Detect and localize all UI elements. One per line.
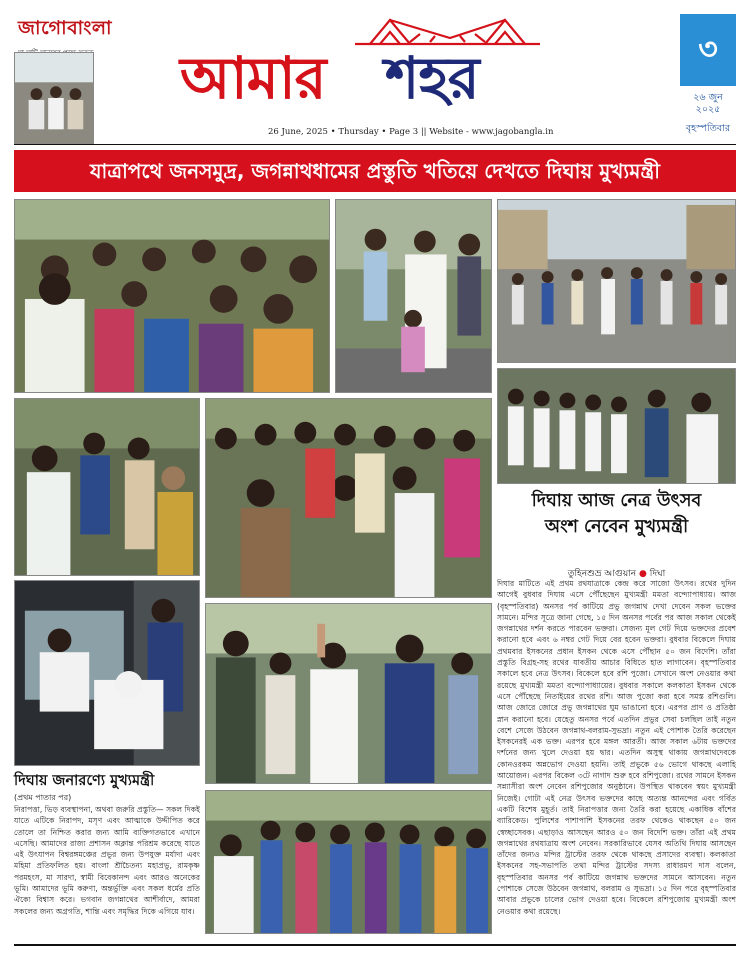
brand-name: জাগোবাংলা xyxy=(18,17,113,39)
dateline: 26 June, 2025 • Thursday • Page 3 || Website - www.jagobangla.in xyxy=(268,127,554,137)
masthead-part-1: আমার xyxy=(180,44,326,112)
badge-date-line1: ২৬ জুন xyxy=(693,92,723,103)
left-story-continued: (প্রথম পাতার পর) xyxy=(14,793,72,802)
badge-date-line2: ২০২৫ xyxy=(695,104,721,115)
cm-meeting-crowd-photo xyxy=(205,398,492,598)
page-number: ৩ xyxy=(680,14,736,86)
story-title-line2: অংশ নেবেন মুখ্যমন্ত্রী xyxy=(544,517,689,537)
masthead-title xyxy=(180,14,560,124)
byline: তুহিনশুভ্র আগুয়ান ● দিঘা xyxy=(567,569,666,579)
page-badge xyxy=(680,14,736,142)
story-title-line1: দিঘায় আজ নেত্র উৎসব xyxy=(531,491,702,511)
brand-logo xyxy=(18,14,128,50)
cm-with-child-photo xyxy=(335,199,492,393)
masthead-divider xyxy=(14,144,736,145)
cm-waving-photo xyxy=(205,603,492,784)
thumbnail-photo xyxy=(14,52,94,144)
masthead-part-2: শহর xyxy=(385,44,479,112)
cm-in-car-photo xyxy=(14,580,200,766)
cm-with-schoolgirls-photo xyxy=(497,368,736,484)
cm-with-women-photo xyxy=(14,398,200,576)
cm-women-group-photo xyxy=(205,790,492,934)
byline-place: দিঘা xyxy=(649,569,666,579)
main-headline: যাত্রাপথে জনসমুদ্র, জগন্নাথধামের প্রস্তুতি খতিয়ে দেখতে দিঘায় মুখ্যমন্ত্রী xyxy=(14,150,736,192)
cm-greeting-crowd-photo xyxy=(14,199,330,393)
bottom-rule xyxy=(14,944,736,946)
cm-walking-street-photo xyxy=(497,199,736,363)
story-title-box xyxy=(497,488,736,566)
story-body: দিঘার মাটিতে এই প্রথম রথযাত্রাকে কেন্দ্র করে সাজো উৎসব। রথের দুদিন আগেই বুধবার দিঘায় এসে পৌঁছেছেন মুখ্যমন্ত্রী মমতা বন্দ্যোপাধ্যায়। আজ (বৃহস্পতিবার) অনসর পর্ব কাটিয়ে প্রভু জগন্নাথ দেখা দেবেন সকল ভক্তের সামনে। মন্দির সূত্রে জানা গেছে, ১৫ দিন অনসর পর্বের পর আজ সকাল থেকেই জগন্নাথের দর্শন করতে পারবেন ভক্তরা। সেজন্য মূল গেট দিয়ে ভক্তদের প্রবেশ করানো হবে এবং ৬ নম্বর গেট দিয়ে বের হবেন ভক্তরা। বুধবার বিকেলে দিঘায় প্রথমবার ইসকনের প্রধান ইসকন থেকে এসে পৌঁছান ৫০ জন বিদেশি। তাঁরা প্রস্তুতি বিগ্রহ-সহ রথের যাবতীয় আচার বিধিতে হাত লাগাবেন। বৃহস্পতিবার সকালে হবে নেত্র উৎসব। বিকেলে হবে রশি পুজো। সেখানে অংশ নেওয়ার কথা রয়েছে মুখ্যমন্ত্রী মমতা বন্দ্যোপাধ্যায়ের। বুধবার সকালে কলকাতা ইসকন থেকে এসে পৌঁছেছে নিতাইয়ের রথের রশি। আজ পুজো করা হবে সমস্ত রশিগুলি। আজ জোরে জোরে প্রভু জগন্নাথের ঘুম ভাঙানো হবে। এরপর প্রাণ ও প্রতিষ্ঠা স্নান করানো হবে। যেহেতু অনসর পর্বে এতদিন প্রভুর সেবা চলছিল তাই নতুন বেশে সেজে উঠবেন জগন্নাথ-বলরাম-সুভদ্রা। নতুন এই পোশাক তৈরি করেছেন ইসকনেরই এক ভক্ত। এরপর হবে মঙ্গল আরতী। আজ সকাল ৬টায় ভক্তদের দর্শনের জন্য খুলে দেওয়া হয় দ্বার। এতদিন অসুস্থ থাকায় জগন্নাথদেবকে কোনওরকম অন্নভোগ দেওয়া হয়নি। তাই প্রভুকে ৫৬ ভোগে থাকছে এলাহি আয়োজন। এরপর বিকেল ৩টে নাগাদ শুরু হবে রশিপুজো। রথের সামনে ইসকন সন্ন্যাসীরা অংশ নেবেন রশিপুজোর অনুষ্ঠানে। উপস্থিত থাকবেন স্বয়ং মুখ্যমন্ত্রী নিজেই। গোটা এই নেত্র উৎসব ভক্তদের কাছে অত্যন্ত আনন্দের এবং গর্বিত একটি বিশেষ মুহূর্ত। তাই নিরাপত্তার জন্য তৈরি করা হয়েছে একাধিক বাঁশের ব্যারিকেড। পুলিশের পাশাপাশি ইসকনের তরফ থেকেও থাকছেন ৫০ জন স্বেচ্ছাসেবক। এছাড়াও আসছেন আরও ৫০ জন বিদেশি ভক্ত। তাঁরা এই প্রথম জগন্নাথের রথযাত্রায় অংশ নেবেন। সরকারিভাবে যেসব অতিথি দিঘায় আসছেন তাঁদের জন্যও মন্দির ট্রাস্টের তরফ থেকে থাকছে প্রসাদের ব্যবস্থা। কলকাতা ইসকনের সহ-সভাপতি তথা মন্দির ট্রাস্টের সদস্য রাধারমণ দাস বলেন, বৃহস্পতিবার অনসর পর্ব কাটিয়ে জগন্নাথ ভক্তদের সামনে আসবেন। নতুন পোশাকে সেজে উঠবেন জগন্নাথ, বলরাম ও সুভদ্রা। ১৫ দিন পরে বৃহস্পতিবার আবার প্রভুকে চালের ভোগ দেওয়া হবে। বিকেলে রশিপুজোয় মুখ্যমন্ত্রী অংশ নেওয়ার কথা রয়েছে। xyxy=(497,579,736,916)
left-story-title: দিঘায় জনারণ্যে মুখ্যমন্ত্রী xyxy=(14,773,155,789)
left-story-body: নিরাপত্তা, ভিড় ব্যবস্থাপনা, অথবা জরুরি প্রস্তুতি— সকল দিকই যাতে এটিকে নিরাপদ, মসৃণ এবং আত্মাকে উদ্দীপিত করে তোলে তা নিশ্চিত করার জন্য আমি ব্যক্তিগতভাবে এখানে এসেছি। আমাদের রাজ্য প্রশাসন অক্লান্ত পরিশ্রম করেছে যাতে এই উৎযাপন বিশ্বরঙ্গমঞ্চের প্রভুর জন্য উপযুক্ত মর্যাদা এবং মহিমা প্রতিফলিত হয়। বাংলা শ্রীচৈতন্য মহাপ্রভু, রামকৃষ্ণ পরমহংস, মা সারদা, স্বামী বিবেকানন্দ এবং আরও অনেকের ভূমি। আমাদের ভূমি করুণা, অন্তর্ভুক্তি এবং সকল ধর্মের প্রতি ঐক্যে বিশ্বাস করে। ভগবান জগন্নাথের আশীর্বাদে, আমরা সকলের জন্য অগ্রগতি, শান্তি এবং সমৃদ্ধির দিকে এগিয়ে যাব। xyxy=(14,805,200,916)
byline-author: তুহিনশুভ্র আগুয়ান xyxy=(567,569,637,579)
badge-day: বৃহস্পতিবার xyxy=(685,123,731,134)
